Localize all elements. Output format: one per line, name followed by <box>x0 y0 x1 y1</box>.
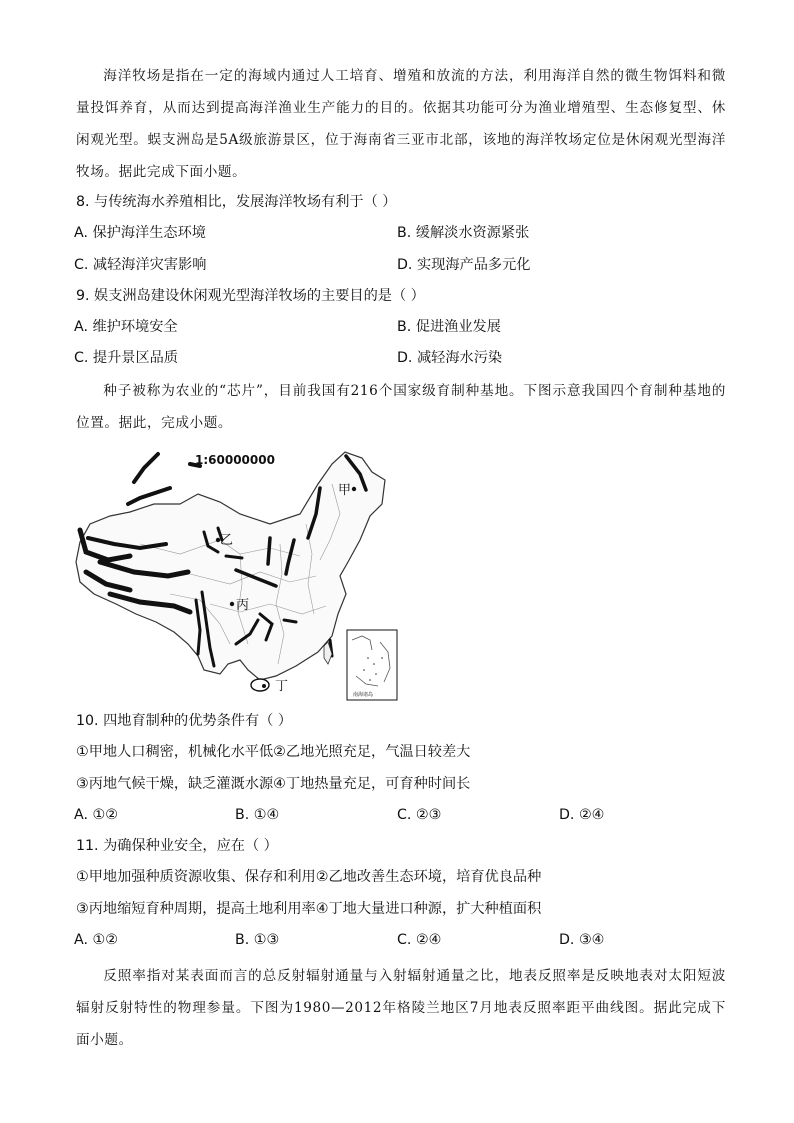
label-yi: 乙 <box>220 533 234 548</box>
map-scale: 1:60000000 <box>195 453 275 467</box>
question-11-statements-1: ①甲地加强种质资源收集、保存和利用②乙地改善生态环境，培育优良品种 <box>76 869 542 885</box>
question-11-option-c[interactable]: C. ②④ <box>397 932 442 948</box>
question-10-stem: 10. 四地育制种的优势条件有（ ） <box>76 713 293 729</box>
base-ding-marker <box>262 684 266 688</box>
question-10-option-d[interactable]: D. ②④ <box>559 807 605 823</box>
passage-ocean-ranch-text: 海洋牧场是指在一定的海域内通过人工培育、增殖和放流的方法，利用海洋自然的微生物饵料和微量投饵养育，从而达到提高海洋渔业生产能力的目的。依据其功能可分为渔业增殖型、生态修复型、休闲观光型。蜈支洲岛是5A级旅游景区，位于海南省三亚市北部，该地的海洋牧场定位是休闲观光型海洋牧场。据此完成下面小题。 <box>76 68 726 180</box>
china-map-svg <box>70 444 400 706</box>
question-10-statements-2: ③丙地气候干燥，缺乏灌溉水源④丁地热量充足，可育种时间长 <box>76 776 471 792</box>
question-11-option-b[interactable]: B. ①③ <box>235 932 280 948</box>
question-11-statements-2: ③丙地缩短育种周期，提高土地利用率④丁地大量进口种源，扩大种植面积 <box>76 901 542 917</box>
question-8-option-b[interactable]: B. 缓解淡水资源紧张 <box>397 225 530 241</box>
label-bing: 丙 <box>236 598 250 613</box>
question-8-stem: 8. 与传统海水养殖相比，发展海洋牧场有利于（ ） <box>76 194 397 210</box>
question-9-stem: 9. 娱支洲岛建设休闲观光型海洋牧场的主要目的是（ ） <box>76 288 425 304</box>
passage-seed-bases <box>76 375 726 439</box>
question-10-statements-1: ①甲地人口稠密，机械化水平低②乙地光照充足，气温日较差大 <box>76 744 471 760</box>
base-bing-marker <box>230 602 234 606</box>
china-seed-base-map <box>70 444 400 706</box>
question-9-option-d[interactable]: D. 减轻海水污染 <box>397 350 503 366</box>
question-11-stem: 11. 为确保种业安全，应在（ ） <box>76 838 278 854</box>
inset-caption: 南海诸岛 <box>353 692 374 698</box>
question-10-option-c[interactable]: C. ②③ <box>397 807 442 823</box>
passage-albedo <box>76 960 726 1056</box>
label-jia: 甲 <box>338 483 352 498</box>
question-9-option-b[interactable]: B. 促进渔业发展 <box>397 319 501 335</box>
question-10-option-a[interactable]: A. ①② <box>74 807 118 823</box>
south-china-sea-inset <box>347 630 397 700</box>
passage-ocean-ranch <box>76 60 726 188</box>
passage-seed-bases-text: 种子被称为农业的“芯片”，目前我国有216个国家级育制种基地。下图示意我国四个育制种基地的位置。据此，完成小题。 <box>76 383 726 431</box>
question-10-option-b[interactable]: B. ①④ <box>235 807 280 823</box>
question-9-option-c[interactable]: C. 提升景区品质 <box>74 350 179 366</box>
question-9-option-a[interactable]: A. 维护环境安全 <box>74 319 178 335</box>
question-8-option-a[interactable]: A. 保护海洋生态环境 <box>74 225 206 241</box>
question-8-option-d[interactable]: D. 实现海产品多元化 <box>397 257 531 273</box>
question-11-option-a[interactable]: A. ①② <box>74 932 118 948</box>
question-8-option-c[interactable]: C. 减轻海洋灾害影响 <box>74 257 207 273</box>
passage-albedo-text: 反照率指对某表面而言的总反射辐射通量与入射辐射通量之比，地表反照率是反映地表对太阳短波辐射反射特性的物理参量。下图为1980—2012年格陵兰地区7月地表反照率距平曲线图。据此完成下面小题。 <box>76 968 726 1048</box>
question-11-option-d[interactable]: D. ③④ <box>559 932 605 948</box>
base-jia-marker <box>352 487 356 491</box>
label-ding: 丁 <box>275 679 289 694</box>
